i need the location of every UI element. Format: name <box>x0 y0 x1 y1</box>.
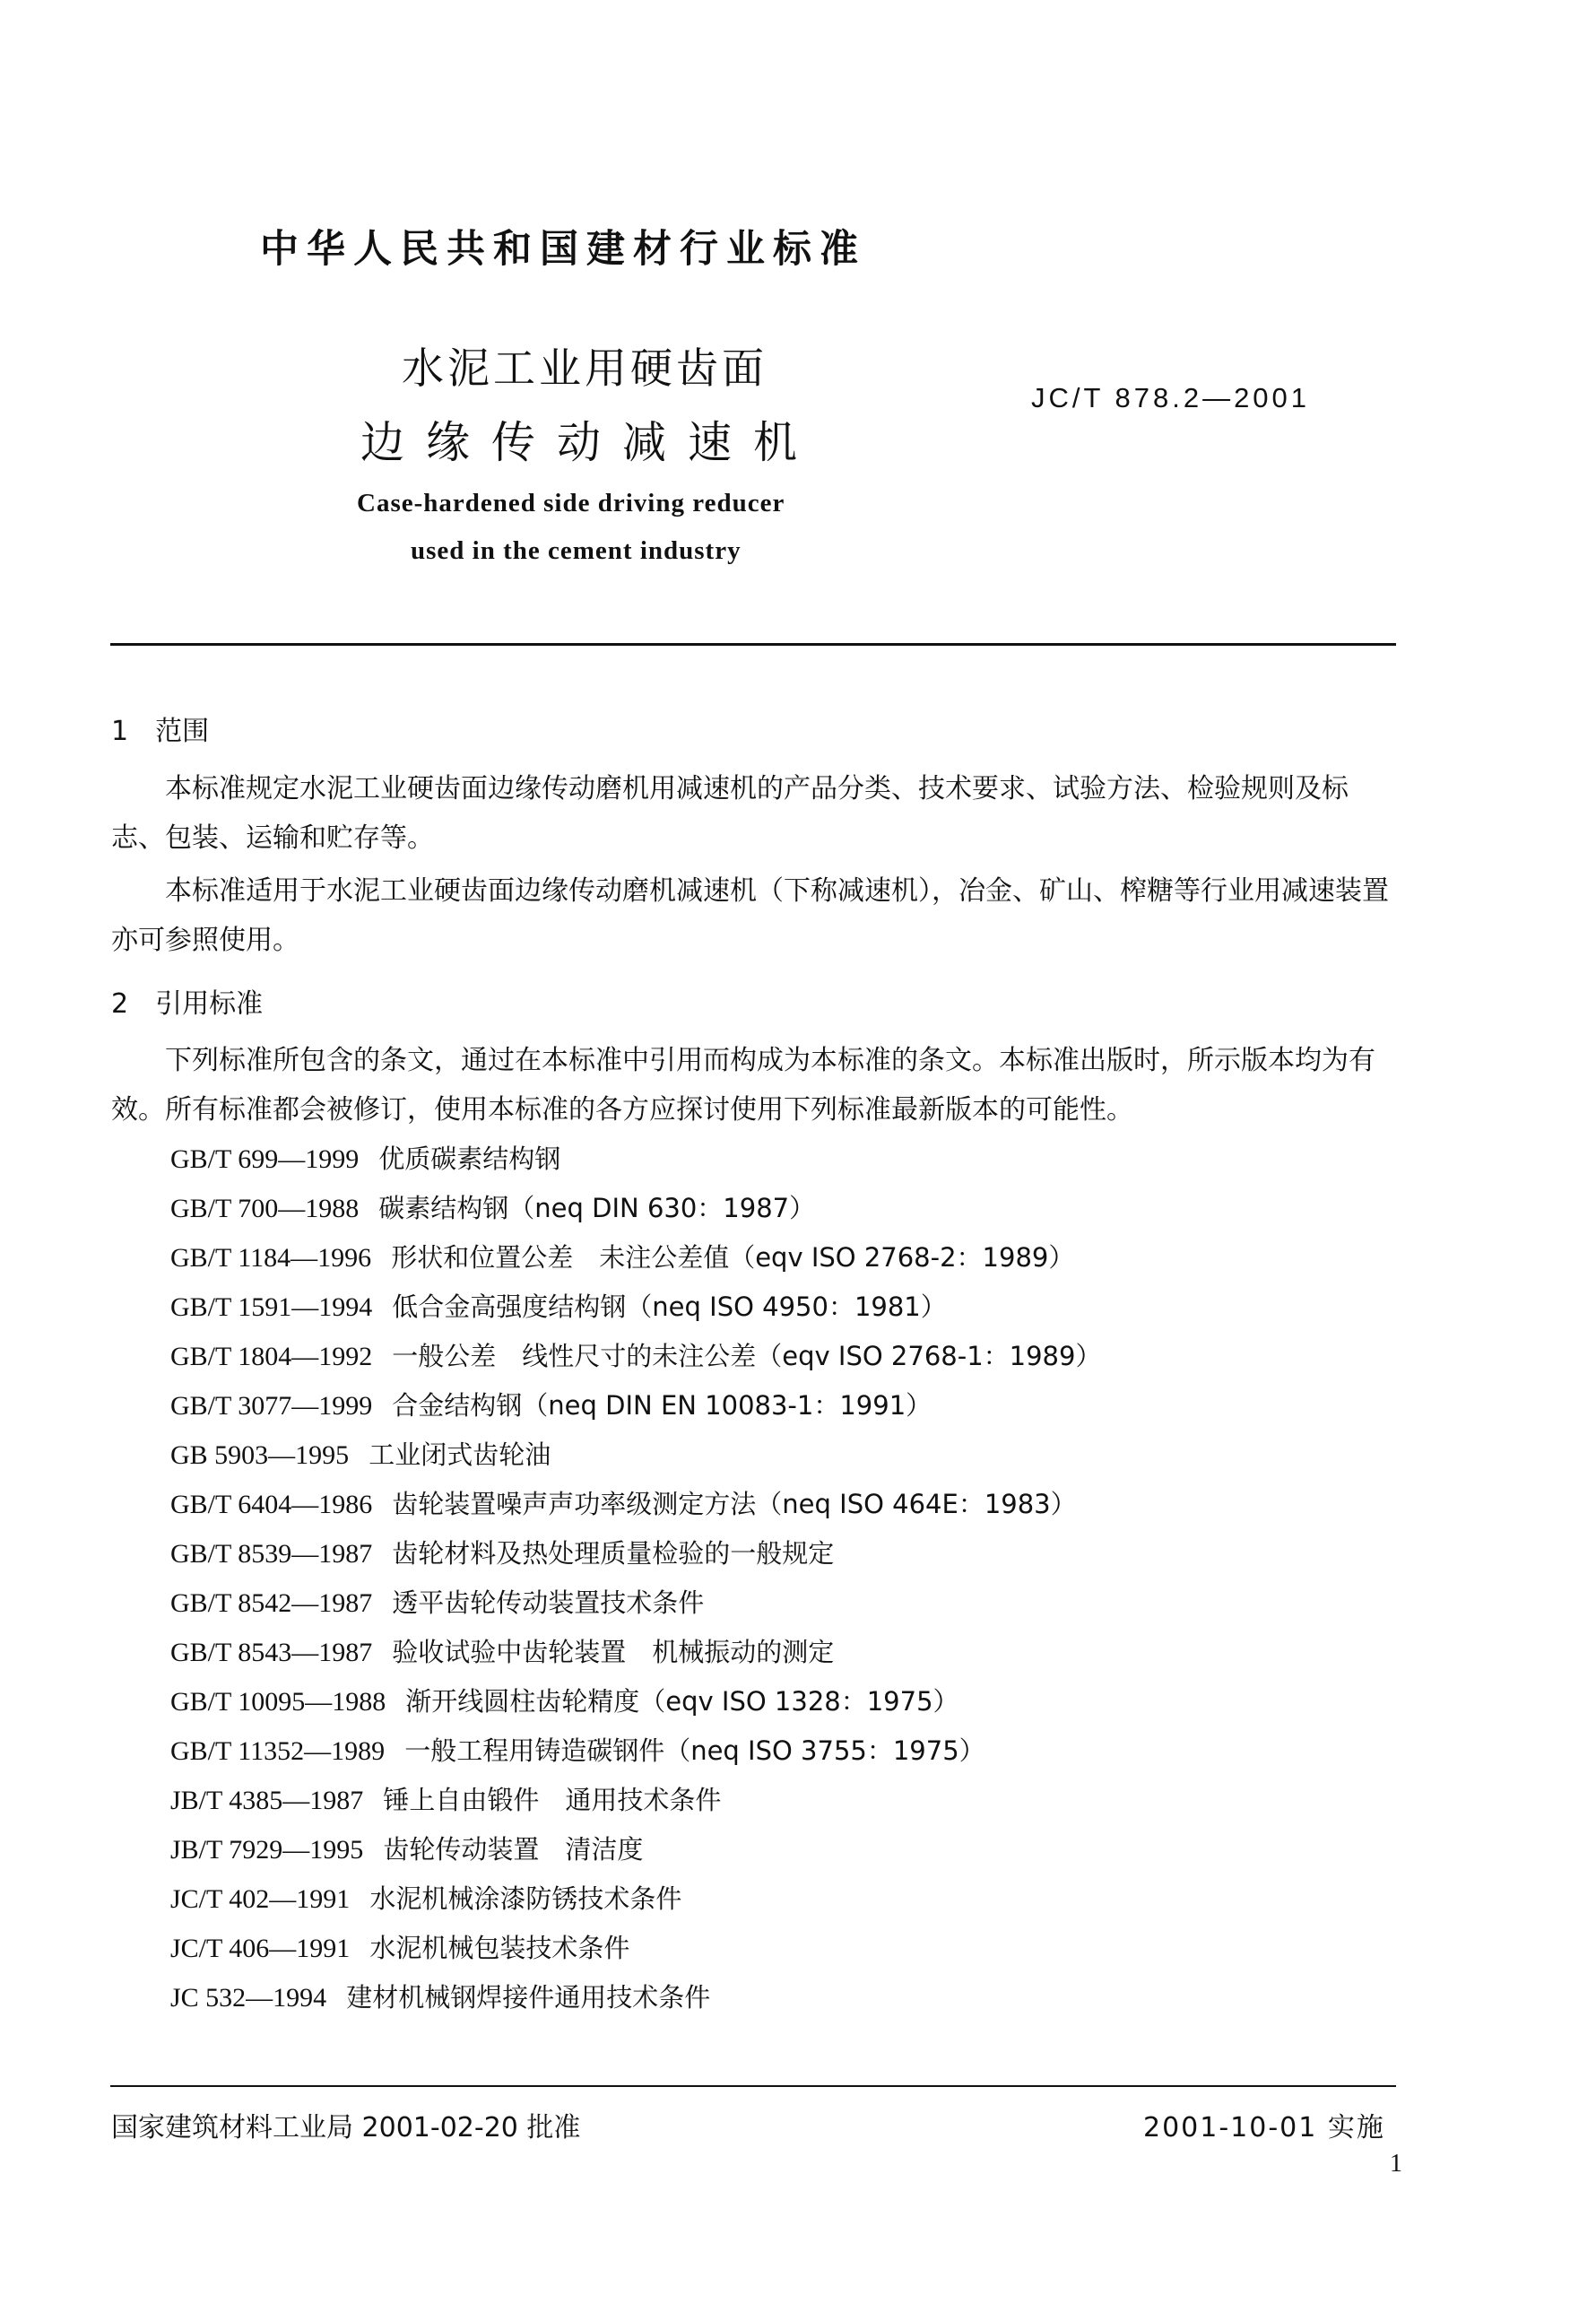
reference-code: GB/T 8542—1987 <box>170 1588 373 1618</box>
reference-item <box>170 1386 932 1422</box>
reference-title: 透平齿轮传动装置技术条件 <box>392 1587 705 1618</box>
scope-paragraph-2: 本标准适用于水泥工业硬齿面边缘传动磨机减速机（下称减速机），冶金、矿山、榨糖等行业用减速装置亦可参照使用。 <box>111 875 1389 956</box>
reference-item <box>170 1336 1101 1373</box>
reference-title: 合金结构钢（neq DIN EN 10083-1：1991） <box>392 1390 932 1421</box>
reference-item <box>170 1780 721 1817</box>
reference-item <box>170 1188 815 1225</box>
reference-item <box>170 1632 834 1669</box>
reference-title: 碳素结构钢（neq DIN 630：1987） <box>378 1193 816 1223</box>
implementation-date: 2001-10-01 实施 <box>1143 2112 1385 2143</box>
reference-title: 齿轮材料及热处理质量检验的一般规定 <box>392 1538 835 1569</box>
reference-item <box>170 1978 710 2014</box>
reference-code: GB/T 8543—1987 <box>170 1638 373 1667</box>
reference-item <box>170 1682 959 1718</box>
reference-code: GB/T 1184—1996 <box>170 1243 372 1273</box>
title-line-1: 水泥工业用硬齿面 <box>402 344 768 394</box>
reference-code: JB/T 7929—1995 <box>170 1835 364 1865</box>
reference-item <box>170 1238 1074 1274</box>
reference-item <box>170 1287 947 1324</box>
reference-title: 水泥机械包装技术条件 <box>369 1933 630 1963</box>
reference-code: GB/T 11352—1989 <box>170 1736 386 1766</box>
reference-item <box>170 1731 985 1768</box>
reference-code: GB/T 8539—1987 <box>170 1539 373 1569</box>
reference-title: 建材机械钢焊接件通用技术条件 <box>346 1982 711 2013</box>
reference-item <box>170 1139 560 1176</box>
reference-title: 齿轮传动装置 清洁度 <box>383 1834 644 1865</box>
reference-title: 验收试验中齿轮装置 机械振动的测定 <box>392 1637 835 1667</box>
footer-divider <box>110 2085 1396 2087</box>
standard-code: JC/T 878.2—2001 <box>1031 382 1311 413</box>
reference-title: 形状和位置公差 未注公差值（eqv ISO 2768-2：1989） <box>391 1242 1075 1273</box>
reference-item <box>170 1830 643 1866</box>
section-heading-scope: 1 范围 <box>111 716 210 747</box>
reference-item <box>170 1435 551 1472</box>
reference-code: JB/T 4385—1987 <box>170 1786 364 1815</box>
standard-type-heading: 中华人民共和国建材行业标准 <box>260 227 866 272</box>
reference-title: 齿轮装置噪声声功率级测定方法（neq ISO 464E：1983） <box>392 1489 1077 1519</box>
reference-title: 渐开线圆柱齿轮精度（eqv ISO 1328：1975） <box>405 1686 959 1717</box>
english-title-line-2: used in the cement industry <box>411 536 742 565</box>
reference-title: 一般公差 线性尺寸的未注公差（eqv ISO 2768-1：1989） <box>392 1341 1102 1371</box>
reference-code: GB/T 700—1988 <box>170 1194 360 1223</box>
english-title-line-1: Case-hardened side driving reducer <box>357 489 785 517</box>
reference-code: GB/T 699—1999 <box>170 1144 360 1174</box>
approval-statement: 国家建筑材料工业局 2001-02-20 批准 <box>111 2112 581 2143</box>
reference-title: 低合金高强度结构钢（neq ISO 4950：1981） <box>392 1291 947 1322</box>
title-line-2: 边缘传动减速机 <box>360 417 820 468</box>
reference-item <box>170 1534 834 1570</box>
reference-item <box>170 1484 1077 1521</box>
header-divider <box>110 643 1396 646</box>
reference-title: 优质碳素结构钢 <box>378 1143 561 1174</box>
reference-title: 一般工程用铸造碳钢件（neq ISO 3755：1975） <box>404 1735 985 1766</box>
reference-code: JC/T 406—1991 <box>170 1934 351 1963</box>
reference-item <box>170 1879 681 1916</box>
reference-code: GB 5903—1995 <box>170 1440 350 1470</box>
reference-code: JC 532—1994 <box>170 1983 327 2013</box>
reference-item <box>170 1583 704 1620</box>
reference-code: GB/T 1591—1994 <box>170 1292 373 1322</box>
reference-code: GB/T 6404—1986 <box>170 1490 373 1519</box>
reference-title: 锤上自由锻件 通用技术条件 <box>383 1785 722 1815</box>
reference-code: GB/T 3077—1999 <box>170 1391 373 1421</box>
page-number: 1 <box>1390 2150 1402 2178</box>
reference-code: JC/T 402—1991 <box>170 1884 351 1914</box>
section-heading-normative-references: 2 引用标准 <box>111 988 264 1020</box>
reference-code: GB/T 10095—1988 <box>170 1687 386 1717</box>
reference-code: GB/T 1804—1992 <box>170 1342 373 1371</box>
scope-paragraph-1: 本标准规定水泥工业硬齿面边缘传动磨机用减速机的产品分类、技术要求、试验方法、检验规则及标志、包装、运输和贮存等。 <box>111 773 1349 854</box>
reference-item <box>170 1928 629 1965</box>
reference-title: 水泥机械涂漆防锈技术条件 <box>369 1883 682 1914</box>
reference-title: 工业闭式齿轮油 <box>369 1439 551 1470</box>
references-intro-paragraph: 下列标准所包含的条文，通过在本标准中引用而构成为本标准的条文。本标准出版时，所示版本均为有效。所有标准都会被修订，使用本标准的各方应探讨使用下列标准最新版本的可能性。 <box>111 1045 1375 1126</box>
